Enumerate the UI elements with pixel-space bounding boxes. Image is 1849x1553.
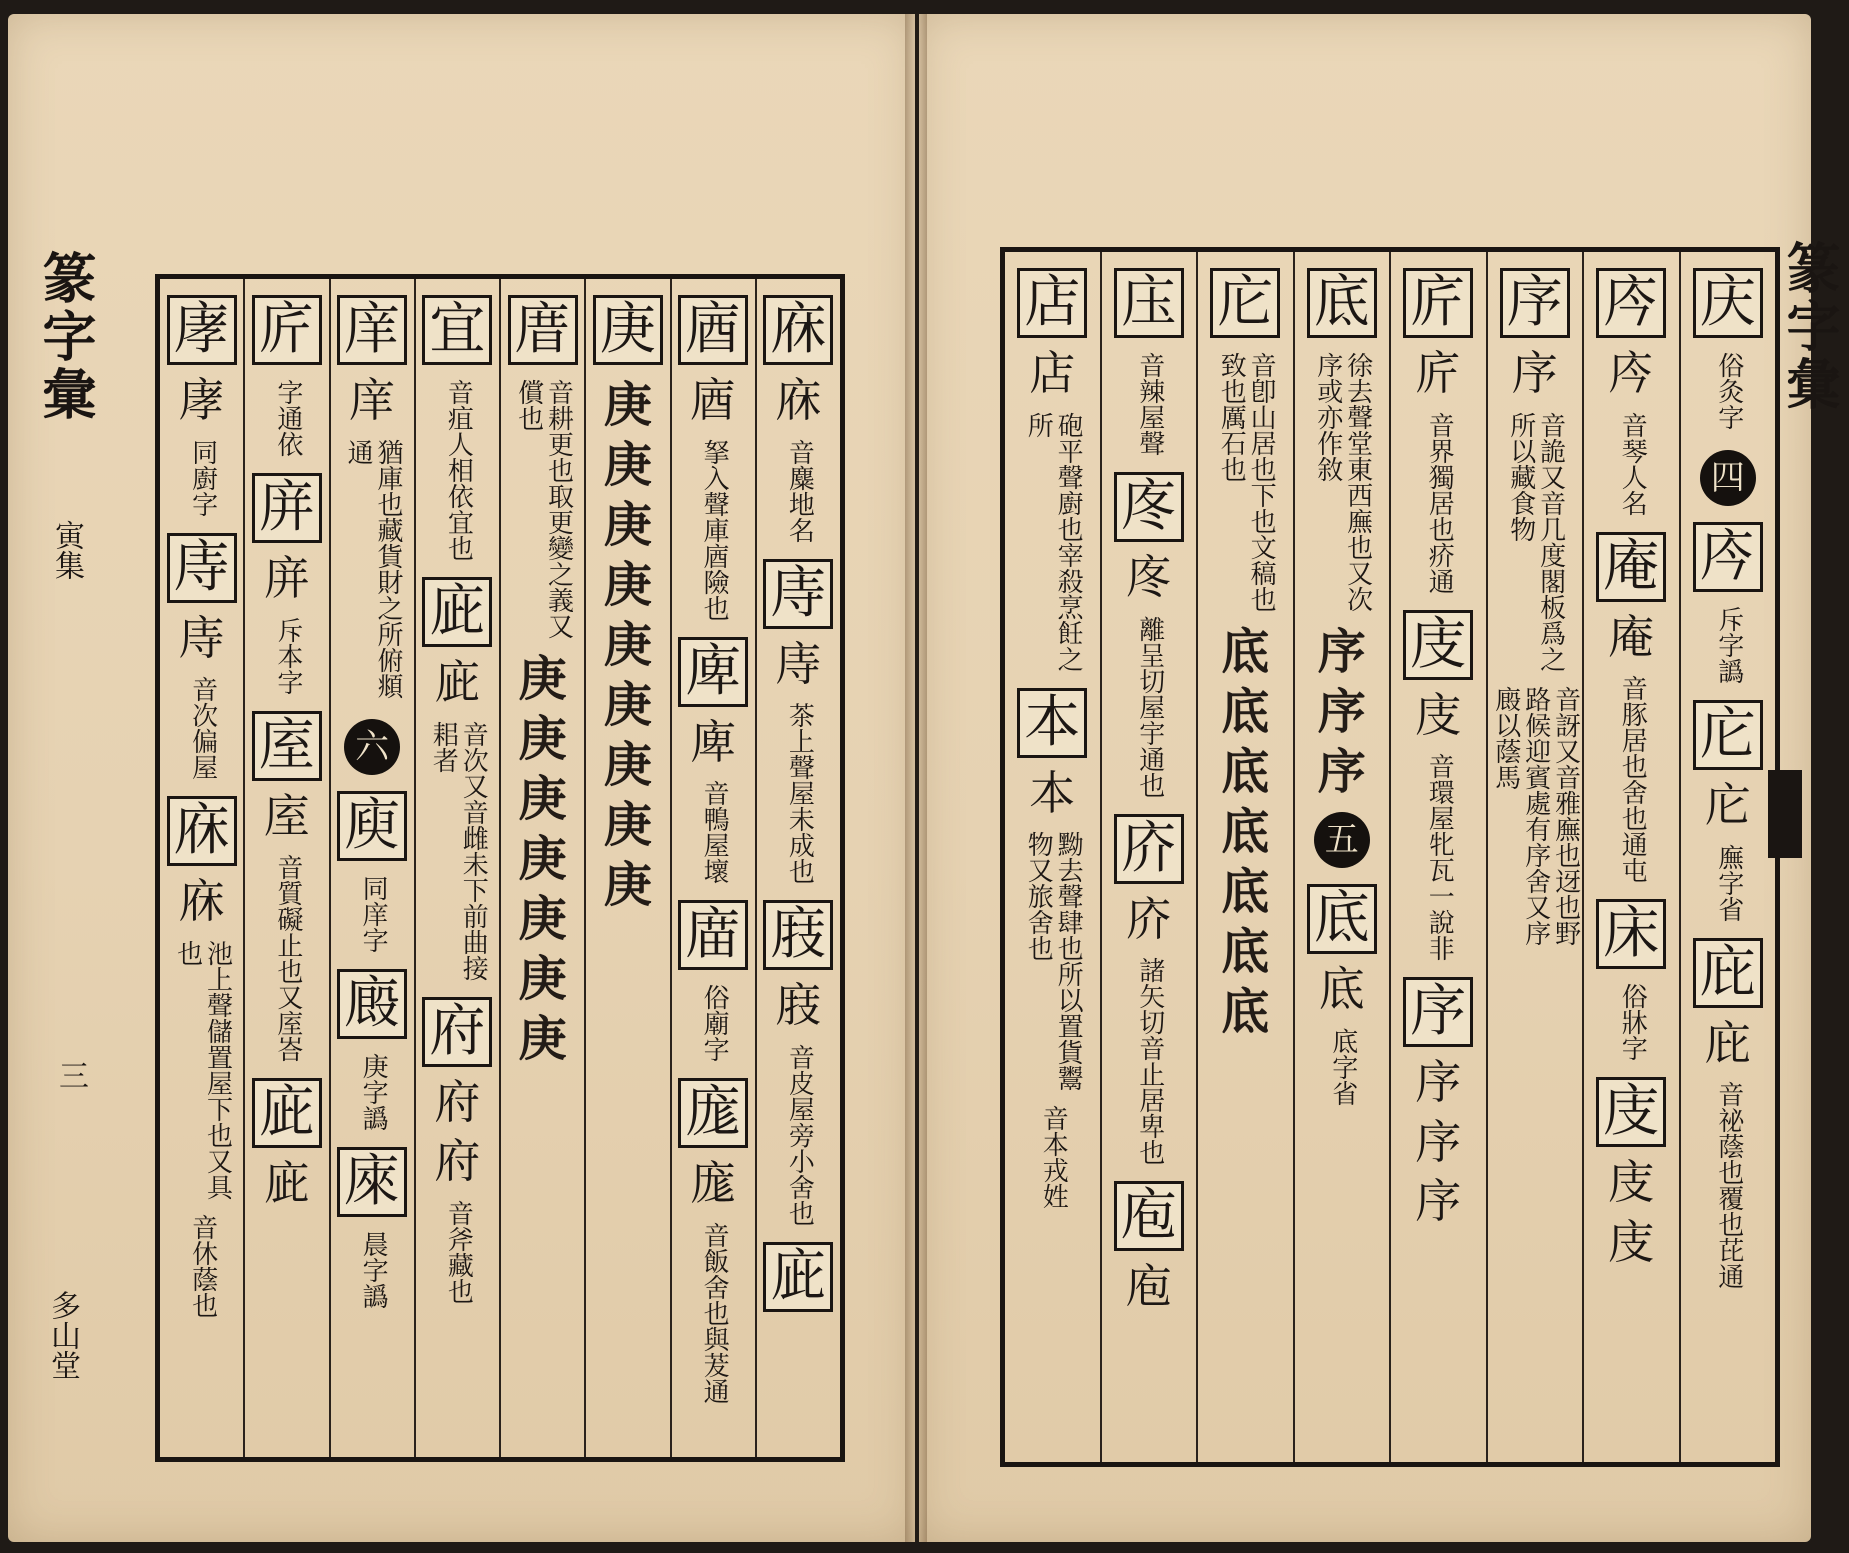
seal-variant-character: 庳 [690, 714, 737, 769]
seal-script-character: 序 [1317, 684, 1366, 740]
annotation-text: 斥字譌 [1713, 606, 1744, 684]
annotation-text: 黝去聲肆也所以置貨鬻物又旅舍也 [1023, 831, 1084, 1092]
seal-script-character: 庚 [603, 497, 652, 553]
leaf-number: 三 [53, 1060, 88, 1090]
annotation-text: 諸矢切音止居卑也 [1134, 957, 1165, 1166]
annotation-text: 音麋地名 [784, 438, 815, 543]
text-column [160, 279, 243, 1457]
seal-variant-character: 庋 [1415, 687, 1462, 742]
headword-character: 庆 [1693, 268, 1763, 338]
headword-character: 庚 [593, 295, 663, 365]
publisher-label: 多山堂 [45, 1290, 80, 1380]
section-number-badge: 六 [344, 719, 400, 775]
seal-script-character: 底 [1221, 744, 1270, 800]
headword-character: 庵 [1596, 532, 1666, 602]
seal-script-character: 庚 [603, 737, 652, 793]
headword-character: 庪 [763, 900, 833, 970]
seal-variant-character: 庍 [1415, 346, 1462, 400]
left-text-frame [155, 274, 845, 1462]
headword-character: 庋 [1596, 1077, 1666, 1147]
annotation-text: 音次偏屋 [187, 676, 218, 781]
seal-script-character: 庚 [603, 617, 652, 673]
headword-character: 庠 [337, 295, 407, 365]
headword-character: 庀 [1210, 268, 1280, 338]
annotation-text: 同庠字 [358, 874, 389, 953]
seal-variant-character: 序 [1415, 1114, 1462, 1169]
headword-character: 庢 [252, 711, 322, 781]
annotation-text: 離呈切屋宇通也 [1134, 615, 1165, 798]
seal-script-character: 庚 [518, 1011, 567, 1067]
headword-character: 店 [1017, 268, 1087, 338]
headword-character: 庝 [1114, 472, 1184, 542]
seal-variant-character: 庎 [1125, 891, 1172, 946]
seal-script-character: 庚 [603, 377, 652, 433]
section-number-badge: 五 [1314, 812, 1370, 868]
right-text-frame [1000, 247, 1780, 1467]
annotation-text: 俗廟字 [699, 984, 730, 1063]
seal-script-character: 底 [1221, 684, 1270, 740]
annotation-text: 音詭又音几度閣板爲之所以藏食物 [1505, 411, 1566, 672]
seal-script-character: 庚 [518, 711, 567, 767]
seal-script-character: 庚 [518, 951, 567, 1007]
headword-character: 庴 [508, 295, 578, 365]
text-column [1389, 252, 1486, 1462]
annotation-text: 音環屋牝瓦一說非 [1424, 753, 1455, 962]
annotation-text: 庚字譌 [358, 1052, 389, 1131]
seal-script-character: 底 [1221, 984, 1270, 1040]
headword-character: 庬 [678, 1078, 748, 1148]
seal-variant-character: 庤 [775, 636, 822, 691]
seal-script-character: 底 [1221, 864, 1270, 920]
headword-character: 庰 [252, 473, 322, 543]
text-column [1196, 252, 1293, 1462]
text-column [243, 279, 328, 1457]
headword-character: 宜 [422, 295, 492, 365]
annotation-text: 音祕蔭也覆也芘通 [1713, 1081, 1744, 1290]
annotation-text: 同廚字 [187, 438, 218, 517]
text-column [1005, 252, 1100, 1462]
annotation-text: 音界獨居也疥通 [1424, 411, 1455, 594]
seal-variant-character: 庵 [1608, 609, 1655, 664]
annotation-text: 徐去聲堂東西廡也又次序或亦作敘 [1312, 352, 1373, 612]
headword-character: 庥 [167, 796, 237, 866]
headword-character: 庍 [1403, 268, 1473, 338]
seal-variant-character: 府 [434, 1074, 481, 1129]
text-column [670, 279, 755, 1457]
text-column [1582, 252, 1679, 1462]
seal-variant-character: 庥 [775, 373, 822, 427]
headword-character: 廄 [337, 969, 407, 1039]
annotation-text: 音次又音雌未下前曲接耜者 [428, 720, 489, 981]
headword-character: 府 [422, 997, 492, 1067]
annotation-text: 音訝又音雅廡也迓也野路候迎賓處有序舍又序廄以蔭馬 [1490, 685, 1581, 946]
annotation-text: 字通依 [272, 379, 303, 457]
seal-script-character: 序 [1317, 624, 1366, 680]
headword-character: 序 [1500, 268, 1570, 338]
text-column [499, 279, 584, 1457]
seal-script-character: 序 [1317, 744, 1366, 800]
headword-character: 底 [1307, 884, 1377, 954]
seal-variant-character: 庇 [1704, 1015, 1751, 1070]
headword-character: 庀 [1693, 700, 1763, 770]
seal-script-character: 庚 [603, 557, 652, 613]
annotation-text: 音琴人名 [1617, 411, 1648, 516]
seal-script-character: 底 [1221, 624, 1270, 680]
seal-variant-character: 庥 [178, 874, 225, 929]
left-columns [160, 279, 840, 1457]
headword-character: 庎 [1114, 814, 1184, 884]
headword-character: 庋 [1403, 610, 1473, 680]
seal-script-character: 庚 [518, 891, 567, 947]
seal-script-character: 底 [1221, 804, 1270, 860]
section-number-badge: 四 [1700, 450, 1756, 506]
text-column [584, 279, 669, 1457]
annotation-text: 砲平聲廚也宰殺烹飪之所 [1023, 411, 1084, 672]
annotation-text: 拏入聲庫庮險也 [699, 438, 730, 621]
seal-script-character: 庚 [603, 437, 652, 493]
annotation-text: 音斧藏也 [443, 1199, 474, 1304]
annotation-text: 音疽人相依宜也 [443, 379, 474, 561]
annotation-text: 猶庫也藏貨財之所俯頫通 [343, 438, 404, 699]
text-column [1100, 252, 1197, 1462]
seal-variant-character: 庈 [1608, 346, 1655, 400]
headword-character: 庛 [252, 1078, 322, 1148]
headword-character: 庥 [763, 295, 833, 365]
headword-character: 庾 [337, 791, 407, 861]
seal-script-character: 庚 [603, 797, 652, 853]
seal-variant-character: 庪 [775, 978, 822, 1033]
seal-variant-character: 庛 [434, 655, 481, 709]
seal-script-character: 庚 [518, 771, 567, 827]
seal-script-character: 庚 [603, 857, 652, 913]
headword-character: 庈 [1693, 522, 1763, 592]
text-column [755, 279, 840, 1457]
seal-variant-character: 庀 [1704, 778, 1751, 832]
seal-variant-character: 店 [1029, 346, 1076, 400]
seal-variant-character: 庋 [1608, 1214, 1655, 1269]
annotation-text: 音休蔭也 [187, 1213, 218, 1318]
annotation-text: 音質礙止也又庢峇 [272, 854, 303, 1063]
headword-character: 序 [1403, 977, 1473, 1047]
headword-character: 庮 [678, 295, 748, 365]
headword-character: 本 [1017, 688, 1087, 758]
right-margin-title: 篆字彙 [1778, 240, 1842, 414]
text-column [1679, 252, 1776, 1462]
annotation-text: 斥本字 [272, 616, 303, 695]
headword-character: 底 [1307, 268, 1377, 338]
seal-variant-character: 庠 [349, 373, 396, 427]
headword-character: 庍 [252, 295, 322, 365]
seal-variant-character: 庬 [690, 1156, 737, 1211]
headword-character: 庛 [763, 1242, 833, 1312]
seal-script-character: 底 [1221, 924, 1270, 980]
annotation-text: 音豚居也舍也通屯 [1617, 675, 1648, 884]
seal-script-character: 庚 [518, 831, 567, 887]
annotation-text: 俗牀字 [1617, 983, 1648, 1062]
annotation-text: 音鴨屋壞 [699, 780, 730, 885]
text-column [414, 279, 499, 1457]
seal-variant-character: 本 [1029, 765, 1076, 820]
annotation-text: 音辣屋聲 [1134, 352, 1165, 456]
headword-character: 庨 [167, 295, 237, 365]
annotation-text: 茶上聲屋未成也 [784, 702, 815, 885]
annotation-text: 音耕更也取更變之義又償也 [513, 379, 574, 639]
seal-variant-character: 庢 [263, 788, 310, 843]
headword-character: 庒 [1114, 268, 1184, 338]
seal-variant-character: 庰 [263, 551, 310, 605]
seal-variant-character: 庖 [1125, 1259, 1172, 1314]
seal-variant-character: 庋 [1608, 1155, 1655, 1210]
seal-variant-character: 底 [1318, 962, 1365, 1016]
annotation-text: 底字省 [1327, 1027, 1358, 1106]
seal-variant-character: 庮 [690, 373, 737, 427]
headword-character: 庤 [167, 533, 237, 603]
headword-character: 庳 [678, 637, 748, 707]
headword-character: 庛 [422, 577, 492, 647]
left-margin-title: 篆字彙 [34, 250, 98, 424]
annotation-text: 晨字譌 [358, 1230, 389, 1309]
headword-character: 庤 [763, 559, 833, 629]
seal-variant-character: 庝 [1125, 550, 1172, 604]
right-columns [1005, 252, 1775, 1462]
text-column [1486, 252, 1583, 1462]
text-column [329, 279, 414, 1457]
annotation-text: 音皮屋旁小舍也 [784, 1043, 815, 1226]
annotation-text: 池上聲儲置屋下也又具也 [172, 939, 233, 1200]
annotation-text: 音本戎姓 [1038, 1105, 1069, 1210]
headword-character: 庖 [1114, 1181, 1184, 1251]
seal-variant-character: 序 [1511, 346, 1558, 400]
annotation-text: 俗灸字 [1713, 352, 1744, 430]
seal-script-character: 庚 [603, 677, 652, 733]
annotation-text: 廡字省 [1713, 843, 1744, 922]
text-column [1293, 252, 1390, 1462]
annotation-text: 音卽山居也下也文稿也致也厲石也 [1216, 352, 1277, 612]
seal-script-character: 庚 [518, 651, 567, 707]
seal-variant-character: 庨 [178, 373, 225, 427]
seal-variant-character: 序 [1415, 1055, 1462, 1110]
volume-label: 寅集 [49, 520, 84, 580]
annotation-text: 音飯舍也與茇通 [699, 1221, 730, 1404]
headword-character: 庈 [1596, 268, 1666, 338]
headword-character: 床 [1596, 899, 1666, 969]
seal-variant-character: 庛 [263, 1156, 310, 1211]
seal-variant-character: 庤 [178, 610, 225, 665]
headword-character: 庿 [678, 900, 748, 970]
headword-character: 庇 [1693, 938, 1763, 1008]
seal-variant-character: 府 [434, 1134, 481, 1189]
book-gutter [905, 14, 927, 1542]
seal-variant-character: 序 [1415, 1174, 1462, 1229]
headword-character: 庲 [337, 1147, 407, 1217]
